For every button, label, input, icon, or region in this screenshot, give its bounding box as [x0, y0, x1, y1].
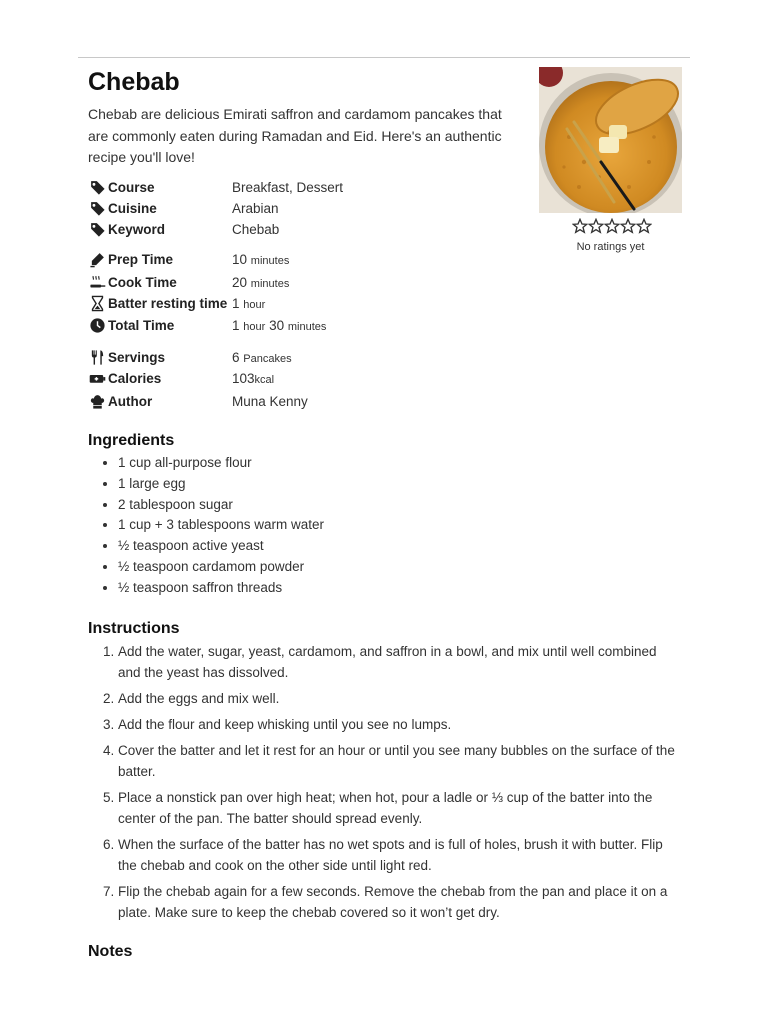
instructions-heading: Instructions	[88, 620, 180, 637]
list-item: • 2 tablespoon sugar	[118, 495, 324, 516]
prep-amount: 10	[232, 251, 248, 267]
meta-servings	[88, 347, 292, 367]
cook-amount: 20	[232, 274, 248, 290]
total-amount: 1	[232, 317, 240, 333]
meta-label: Prep Time	[108, 251, 174, 267]
list-item: • 1 cup + 3 tablespoons warm water	[118, 515, 324, 536]
meta-prep-time	[88, 249, 289, 269]
rating-stars[interactable]	[572, 218, 652, 236]
cutlery-icon	[88, 348, 106, 366]
battery-icon	[88, 369, 106, 387]
instruction-step: 4. Cover the batter and let it rest for an hour or until you see many bubbles on the surface of the batter.	[118, 740, 678, 782]
list-item: • ½ teaspoon active yeast	[118, 536, 324, 557]
meta-label: Course	[108, 179, 155, 195]
star-outline-icon[interactable]	[620, 218, 636, 234]
pencil-icon	[88, 250, 106, 268]
meta-value	[232, 275, 289, 290]
meta-label: Cook Time	[108, 274, 177, 290]
star-outline-icon[interactable]	[572, 218, 588, 234]
meta-course	[88, 177, 343, 197]
chef-hat-icon	[88, 392, 106, 410]
ingredients-list	[88, 453, 324, 599]
top-divider	[78, 57, 690, 58]
tag-icon	[88, 220, 106, 238]
meta-value: Arabian	[232, 200, 279, 216]
instructions-list	[88, 641, 678, 928]
pan-icon	[88, 273, 106, 291]
rest-unit: hour	[243, 298, 266, 311]
meta-label: Cuisine	[108, 200, 157, 216]
meta-label: Batter resting time	[108, 295, 228, 311]
rest-amount: 1	[232, 295, 240, 311]
instruction-step: 3. Add the flour and keep whisking until you see no lumps.	[118, 714, 678, 735]
star-outline-icon[interactable]	[604, 218, 620, 234]
meta-rest-time	[88, 293, 265, 313]
meta-author	[88, 391, 308, 411]
list-item: • 1 cup all-purpose flour	[118, 453, 324, 474]
calories-unit: kcal	[254, 373, 275, 386]
notes-heading: Notes	[88, 943, 133, 960]
meta-value	[232, 350, 292, 365]
tag-icon	[88, 199, 106, 217]
meta-value	[232, 252, 289, 267]
prep-unit: minutes	[250, 254, 290, 267]
instruction-step: 2. Add the eggs and mix well.	[118, 688, 678, 709]
meta-keyword	[88, 219, 279, 239]
hourglass-icon	[88, 294, 106, 312]
meta-label: Total Time	[108, 317, 175, 333]
tag-icon	[88, 178, 106, 196]
total-unit-2: minutes	[287, 320, 327, 333]
meta-calories	[88, 368, 274, 388]
meta-value	[232, 296, 265, 311]
total-amount-2: 30	[269, 317, 285, 333]
meta-label: Author	[108, 393, 153, 409]
list-item: • ½ teaspoon saffron threads	[118, 578, 324, 599]
servings-amount[interactable]: 6	[232, 349, 240, 365]
recipe-image	[539, 67, 682, 213]
meta-value	[232, 318, 326, 333]
meta-total-time	[88, 315, 326, 335]
author-name[interactable]: Muna Kenny	[232, 393, 308, 409]
list-item: • ½ teaspoon cardamom powder	[118, 557, 324, 578]
meta-cook-time	[88, 272, 289, 292]
instruction-step: 7. Flip the chebab again for a few seconds. Remove the chebab from the pan and place it on a plate. Make sure to keep the chebab covered so it won’t get dry.	[118, 881, 678, 923]
instruction-step: 6. When the surface of the batter has no wet spots and is full of holes, brush it with butter. Flip the chebab and cook on the other side until light red.	[118, 834, 678, 876]
cook-unit: minutes	[250, 277, 290, 290]
clock-icon	[88, 316, 106, 334]
instruction-step: 1. Add the water, sugar, yeast, cardamom, and saffron in a bowl, and mix until well combined and the yeast has dissolved.	[118, 641, 678, 683]
ingredients-heading: Ingredients	[88, 432, 175, 449]
meta-value	[232, 371, 274, 386]
servings-unit: Pancakes	[243, 352, 292, 365]
star-outline-icon[interactable]	[636, 218, 652, 234]
meta-label: Keyword	[108, 221, 166, 237]
total-unit: hour	[243, 320, 266, 333]
recipe-summary: Chebab are delicious Emirati saffron and cardamom pancakes that are commonly eaten during Ramadan and Eid. Here's an authentic recipe you'll love!	[88, 106, 502, 165]
rating-text: No ratings yet	[576, 241, 645, 253]
meta-cuisine	[88, 198, 279, 218]
calories-amount: 103	[232, 370, 255, 386]
list-item: • 1 large egg	[118, 474, 324, 495]
meta-value: Breakfast, Dessert	[232, 179, 344, 195]
recipe-title: Chebab	[88, 68, 180, 96]
meta-value: Chebab	[232, 221, 280, 237]
instruction-step: 5. Place a nonstick pan over high heat; when hot, pour a ladle or ⅓ cup of the batter into the center of the pan. The batter should spread evenly.	[118, 787, 678, 829]
meta-label: Calories	[108, 370, 162, 386]
star-outline-icon[interactable]	[588, 218, 604, 234]
meta-label: Servings	[108, 349, 166, 365]
